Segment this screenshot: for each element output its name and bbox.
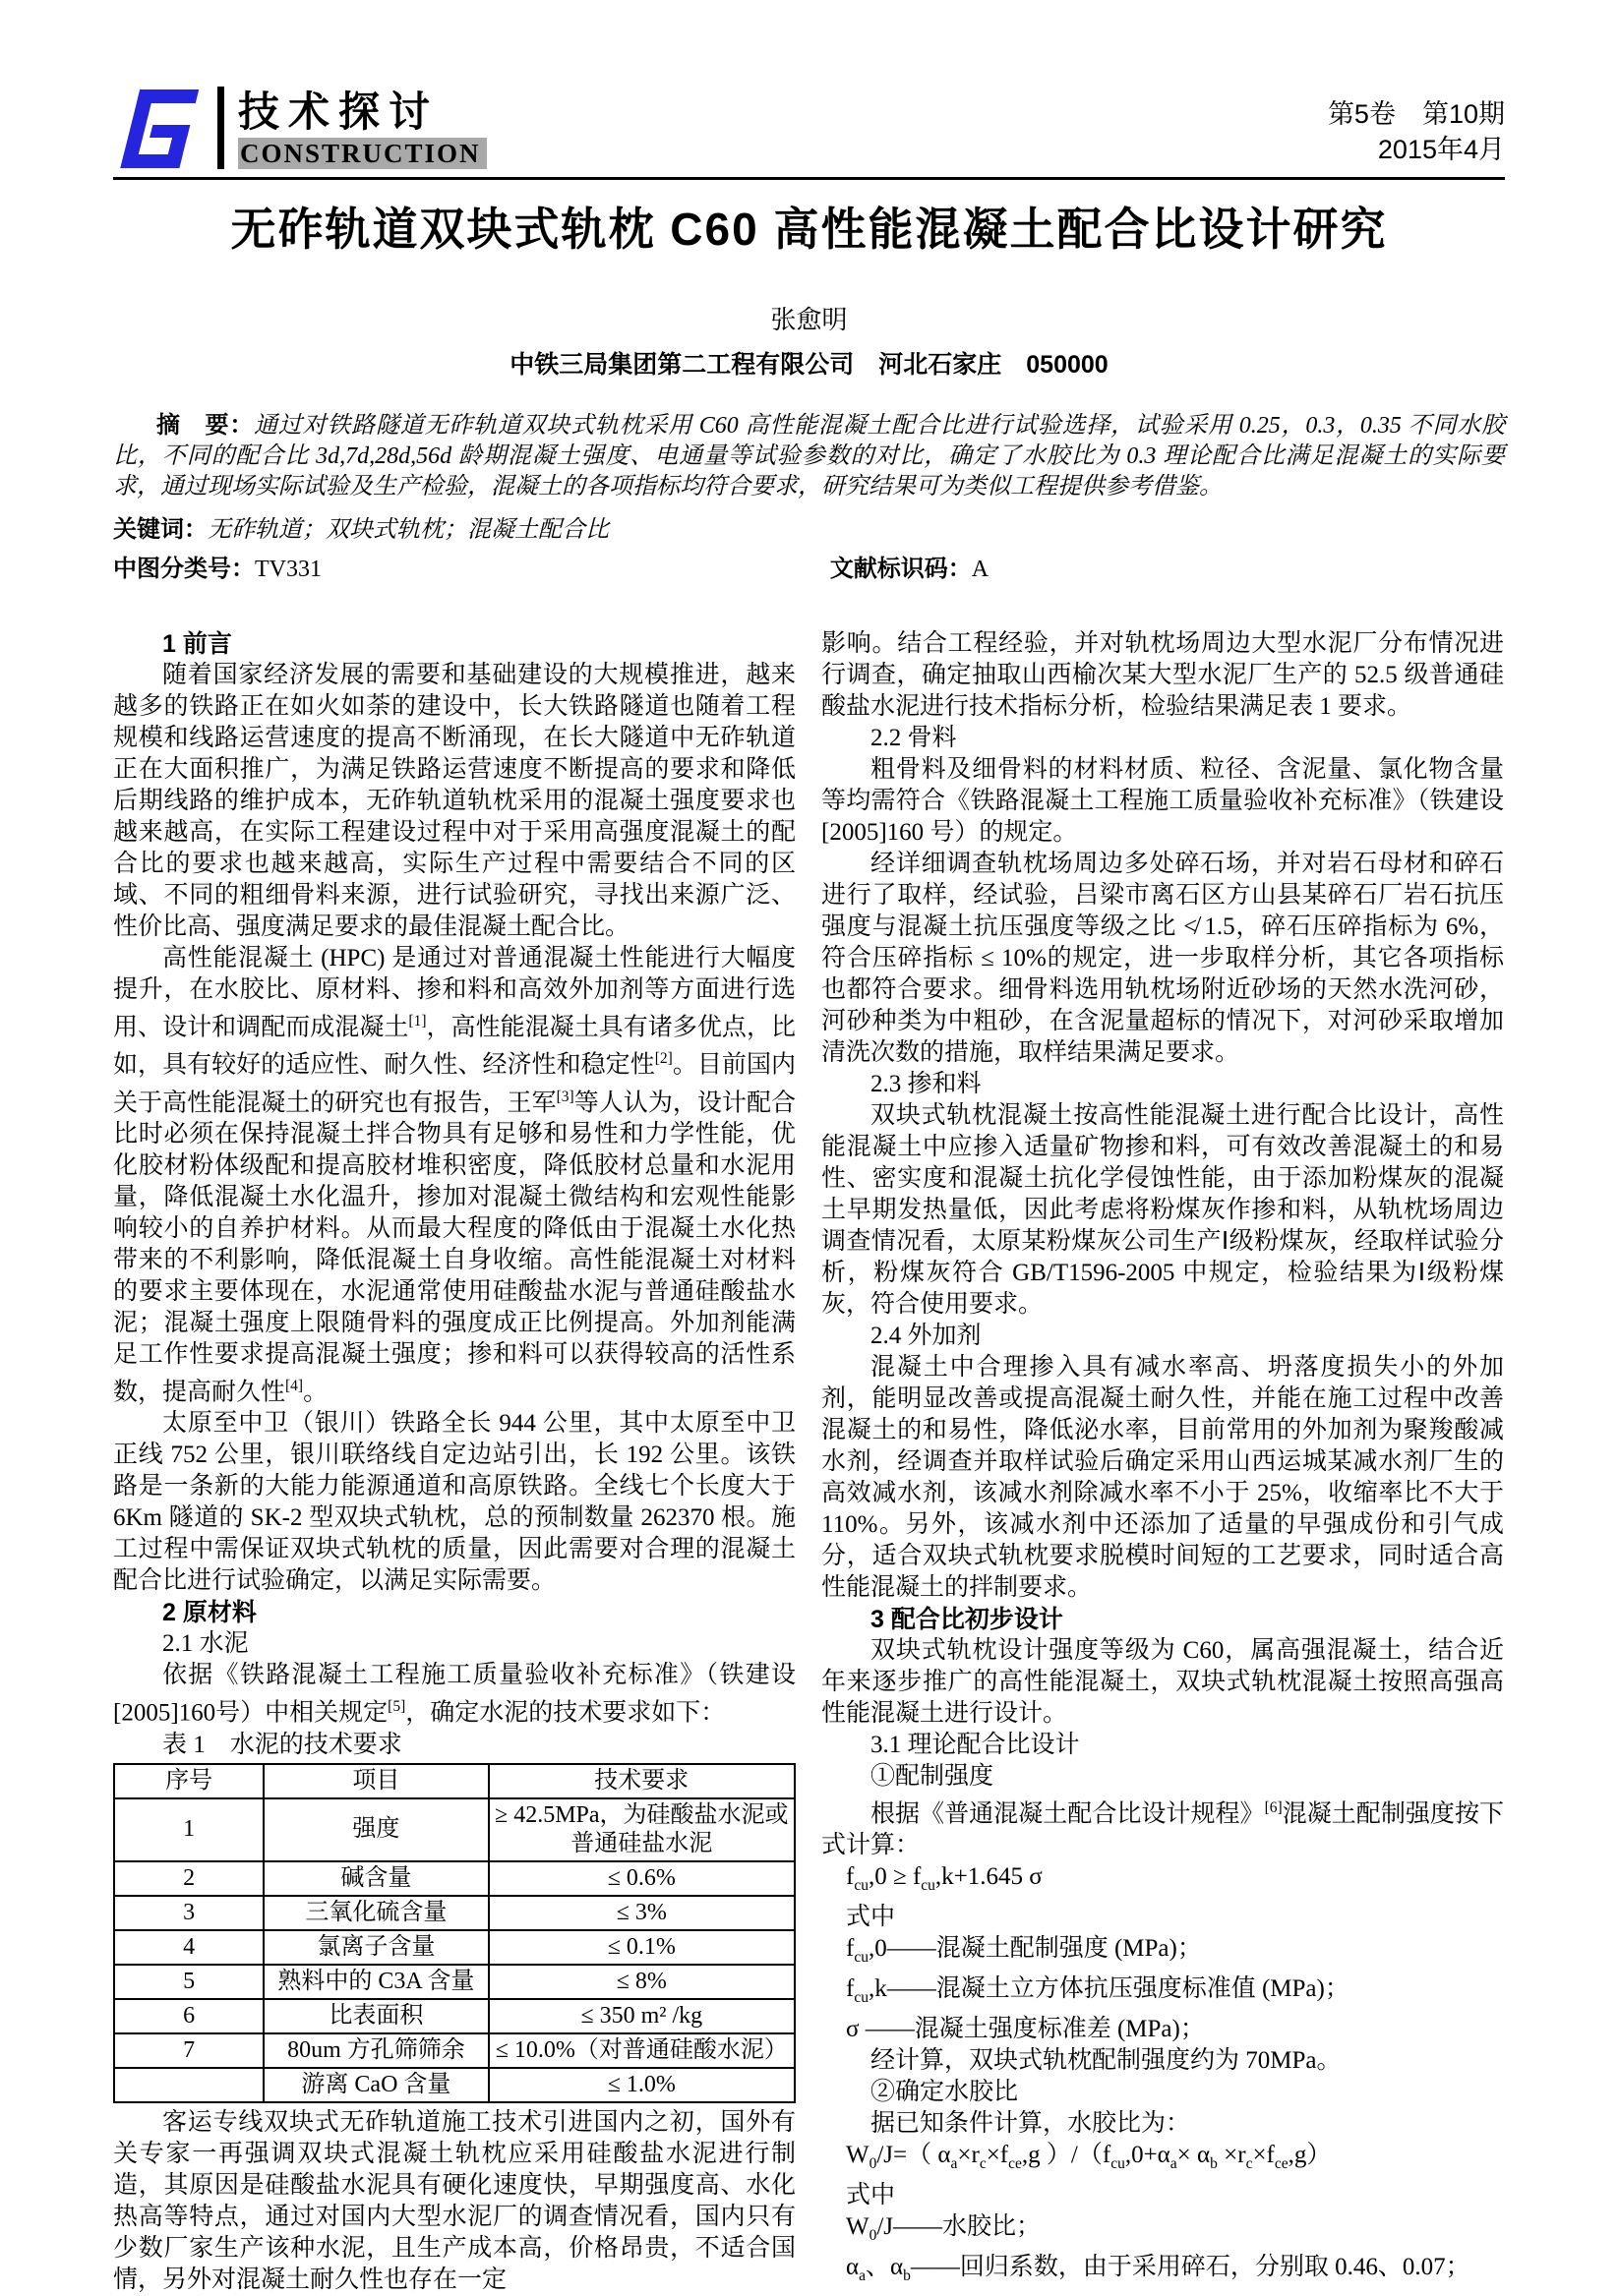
abstract-text: 通过对铁路隧道无砟轨道双块式轨枕采用 C60 高性能混凝土配合比进行试验选择，试验采用 0.25，0.3，0.35 不同水胶比，不同的配合比 3d,7d,28d,56d 龄期混凝土强度、电通量等试验参数的对比，确定了水胶比为 0.3 理论配合比满足混凝土的实际要求，通过现场实际试验及生产检验，混凝土的各项指标均符合要求，研究结果可为类似工程提供参考借鉴。 [113, 413, 1505, 500]
keywords-text: 无砟轨道；双块式轨枕；混凝土配合比 [208, 517, 609, 543]
keywords [113, 514, 1505, 546]
article-title: 无砟轨道双块式轨枕 C60 高性能混凝土配合比设计研究 [230, 204, 1388, 255]
issue-info [1328, 87, 1505, 167]
keywords-label: 关键词： [113, 516, 208, 543]
right-column [821, 628, 1504, 2296]
issue-volume: 第5卷 第10期 [1327, 99, 1505, 129]
abstract [113, 410, 1505, 502]
step-2-label: ②确定水胶比 [870, 2079, 1019, 2106]
cell: 7 [114, 2033, 264, 2068]
cell: 1 [114, 1798, 264, 1861]
table-row [114, 2068, 795, 2102]
issue-date: 2015年4月 [1377, 135, 1505, 164]
table-row [114, 1798, 795, 1861]
paragraph: 根据《普通混凝土配合比设计规程》[6]混凝土配制强度按下式计算： [821, 1799, 1504, 1859]
cell: ≤ 10.0%（对普通硅酸水泥） [489, 2033, 795, 2068]
cell: 熟料中的 C3A 含量 [264, 1965, 488, 1999]
body-columns [113, 628, 1505, 2296]
cell: 2 [114, 1861, 264, 1896]
left-column [113, 628, 796, 2296]
definition-line: $f_{cu},k——$混凝土立方体抗压强度标准值 (MPa)； [846, 1975, 1349, 2007]
journal-logo-g-icon [113, 87, 208, 171]
definition-line: $\alpha_a$、$\alpha_b——$回归系数，由于采用碎石，分别取 0.46、0.07； [846, 2254, 1470, 2285]
cell [114, 2068, 264, 2102]
header-rule [113, 177, 1505, 180]
journal-header [113, 87, 1505, 173]
paragraph: 客运专线双块式无砟轨道施工技术引进国内之初，国外有关专家一再强调双块式混凝土轨枕应采用硅酸盐水泥进行制造，其原因是硅酸盐水泥具有硬化速度快，早期强度高、水化热高等特点，通过对国内大型水泥厂的调查情况看，国内只有少数厂家生产该种水泥，且生产成本高，价格昂贵，不适合国情，另外对混凝土耐久性也存在一定 [113, 2108, 796, 2293]
cell: 6 [114, 1999, 264, 2033]
where-label: 式中 [846, 1904, 896, 1931]
paragraph: 粗骨料及细骨料的材料材质、粒径、含泥量、氯化物含量等均需符合《铁路混凝土工程施工质量验收补充标准》（铁建设 [2005]160 号）的规定。 [821, 756, 1504, 846]
formula-strength: $f_{cu},0 \ge f_{cu},k+1.645$ σ [846, 1863, 1043, 1895]
cell: 5 [114, 1965, 264, 1999]
heading-1-intro: 1 前言 [162, 630, 232, 658]
heading-2-2-aggregate: 2.2 骨料 [870, 725, 957, 751]
doc-code-item [830, 554, 989, 585]
doc-code-label: 文献标识码： [829, 556, 972, 582]
paragraph: 经计算，双块式轨枕配制强度约为 70MPa。 [870, 2047, 1342, 2075]
cell: 比表面积 [264, 1999, 488, 2033]
journal-logo-subtitle: CONSTRUCTION [238, 138, 487, 169]
cell: ≤ 0.6% [489, 1861, 795, 1896]
doc-code-value: A [971, 557, 989, 582]
table-row [114, 1930, 795, 1965]
definition-line: $W_0/J——$水胶比； [846, 2213, 1042, 2245]
cell: 碱含量 [264, 1861, 488, 1896]
paragraph: 双块式轨枕混凝土按高性能混凝土进行配合比设计，高性能混凝土中应掺入适量矿物掺和料，可有效改善混凝土的和易性、密实度和混凝土抗化学侵蚀性能，由于添加粉煤灰的混凝土早期发热量低，因此考虑将粉煤灰作掺和料，从轨枕场周边调查情况看，太原某粉煤灰公司生产Ⅰ级粉煤灰，经取样试验分析，粉煤灰符合 GB/T1596-2005 中规定，检验结果为Ⅰ级粉煤灰，符合使用要求。 [821, 1102, 1504, 1318]
logo-divider [217, 87, 224, 169]
table-row [114, 1896, 795, 1930]
heading-3-mix-design: 3 配合比初步设计 [870, 1606, 1063, 1633]
table-caption: 表 1 水泥的技术要求 [162, 1731, 402, 1758]
paragraph: 经详细调查轨枕场周边多处碎石场，并对岩石母材和碎石进行了取样，经试验，吕梁市离石区方山县某碎石厂岩石抗压强度与混凝土抗压强度等级之比 ≮ 1.5，碎石压碎指标为 6%，符合压碎指标 ≤ 10%的规定，进一步取样分析，其它各项指标也都符合要求。细骨料选用轨枕场附近砂场的天然水洗河砂，河砂种类为中粗砂，在含泥量超标的情况下，对河砂采取增加清洗次数的措施，取样结果满足要求。 [821, 851, 1504, 1066]
paragraph: 依据《铁路混凝土工程施工质量验收补充标准》（铁建设 [2005]160号）中相关规定[5]，确定水泥的技术要求如下： [113, 1662, 796, 1727]
cell: ≤ 0.1% [489, 1930, 795, 1965]
cell: ≤ 3% [489, 1896, 795, 1930]
paragraph: 影响。结合工程经验，并对轨枕场周边大型水泥厂分布情况进行调查，确定抽取山西榆次某大型水泥厂生产的 52.5 级普通硅酸盐水泥进行技术指标分析，检验结果满足表 1 要求。 [821, 630, 1504, 720]
paragraph: 据已知条件计算，水胶比为： [870, 2110, 1191, 2138]
header-cell: 序号 [114, 1764, 264, 1798]
paragraph: 太原至中卫（银川）铁路全长 944 公里，其中太原至中卫正线 752 公里，银川联络线自定边站引出，长 192 公里。该铁路是一条新的大能力能源通道和高原铁路。全线七个长度大于 6Km 隧道的 SK-2 型双块式轨枕，总的预制数量 262370 根。施工过程中需保证双块式轨枕的质量，因此需要对合理的混凝土配合比进行试验确定，以满足实际需要。 [113, 1410, 796, 1595]
cement-requirements-table [113, 1763, 796, 2103]
article-author: 张愈明 [770, 306, 848, 334]
logo-text [238, 87, 487, 169]
clc-label: 中图分类号： [113, 556, 255, 582]
heading-2-materials: 2 原材料 [162, 1599, 257, 1627]
cell: ≥ 42.5MPa，为硅酸盐水泥或普通硅盐水泥 [489, 1798, 795, 1861]
formula-water-binder: $W_0/J=$（ $\alpha_a\times r_c\times f_{ce},g$ ）$/(f_{cu},0+\alpha_a\times \alpha_b \times r_c\times f_{ce},g)$ [846, 2142, 1332, 2173]
header-cell: 项目 [264, 1764, 488, 1798]
cell: 3 [114, 1896, 264, 1930]
heading-3-1-theoretical-design: 3.1 理论配合比设计 [870, 1732, 1080, 1758]
cell: ≤ 1.0% [489, 2068, 795, 2102]
table-row [114, 1861, 795, 1896]
cell: ≤ 350 m² /kg [489, 1999, 795, 2033]
cell: 游离 CaO 含量 [264, 2068, 488, 2102]
where-label: 式中 [846, 2182, 896, 2209]
table-row [114, 2033, 795, 2068]
clc-item [113, 554, 830, 585]
heading-2-1-cement: 2.1 水泥 [162, 1630, 249, 1658]
paragraph: 混凝土中合理掺入具有减水率高、坍落度损失小的外加剂，能明显改善或提高混凝土耐久性，并能在施工过程中改善混凝土的和易性，降低泌水率，目前常用的外加剂为聚羧酸减水剂，经调查并取样试验后确定采用山西运城某减水剂厂生的高效减水剂，该减水剂除减水率不小于 25%，收缩率比不大于 110%。另外，该减水剂中还添加了适量的早强成份和引气成分，适合双块式轨枕要求脱模时间短的工艺要求，同时适合高性能混凝土的拌制要求。 [821, 1354, 1504, 1601]
table-header-row [114, 1764, 795, 1798]
article-affiliation: 中铁三局集团第二工程有限公司 河北石家庄 050000 [510, 351, 1109, 379]
abstract-label: 摘 要： [156, 412, 255, 439]
table-row [114, 1965, 795, 1999]
cell: 4 [114, 1930, 264, 1965]
heading-2-3-admixture-mineral: 2.3 掺和料 [870, 1071, 982, 1097]
definition-line: $f_{cu},0——$混凝土配制强度 (MPa)； [846, 1935, 1202, 1967]
cell: ≤ 8% [489, 1965, 795, 1999]
cell: 氯离子含量 [264, 1930, 488, 1965]
paragraph: 高性能混凝土 (HPC) 是通过对普通混凝土性能进行大幅度提升，在水胶比、原材料、掺和料和高效外加剂等方面进行选用、设计和调配而成混凝土[1]，高性能混凝土具有诸多优点，比如，具有较好的适应性、耐久性、经济性和稳定性[2]。目前国内关于高性能混凝土的研究也有报告，王军[3]等人认为，设计配合比时必须在保持混凝土拌合物具有足够和易性和力学性能，优化胶材粉体级配和提高胶材堆积密度，降低胶材总量和水泥用量，降低混凝土水化温升，掺加对混凝土微结构和宏观性能影响较小的自养护材料。从而最大程度的降低由于混凝土水化热带来的不利影响，降低混凝土自身收缩。高性能混凝土对材料的要求主要体现在，水泥通常使用硅酸盐水泥与普通硅酸盐水泥；混凝土强度上限随骨料的强度成正比例提高。外加剂能满足工作性要求提高混凝土强度；掺和料可以获得较高的活性系数，提高耐久性[4]。 [113, 945, 796, 1406]
cell: 三氧化硫含量 [264, 1896, 488, 1930]
cell: 强度 [264, 1798, 488, 1861]
paragraph: 随着国家经济发展的需要和基础建设的大规模推进，越来越多的铁路正在如火如荼的建设中，长大铁路隧道也随着工程规模和线路运营速度的提高不断涌现，在长大隧道中无砟轨道正在大面积推广，为满足铁路运营速度不断提高的要求和降低后期线路的维护成本，无砟轨道轨枕采用的混凝土强度要求也越来越高，在实际工程建设过程中对于采用高强度混凝土的配合比的要求也越来越高，实际生产过程中需要结合不同的区域、不同的粗细骨料来源，进行试验研究，寻找出来源广泛、性价比高、强度满足要求的最佳混凝土配合比。 [113, 662, 796, 940]
clc-value: TV331 [255, 557, 322, 582]
header-cell: 技术要求 [489, 1764, 795, 1798]
classification-row [113, 554, 1505, 585]
paragraph: 双块式轨枕设计强度等级为 C60，属高强混凝土，结合近年来逐步推广的高性能混凝土，双块式轨枕混凝土按照高强高性能混凝土进行设计。 [821, 1637, 1504, 1727]
table-row [114, 1999, 795, 2033]
journal-logo-title: 技术探讨 [238, 88, 440, 135]
step-1-label: ①配制强度 [870, 1763, 994, 1790]
heading-2-4-admixture: 2.4 外加剂 [870, 1323, 982, 1349]
cell: 80um 方孔筛筛余 [264, 2033, 488, 2068]
journal-logo [113, 87, 487, 171]
definition-line: σ ——混凝土强度标准差 (MPa)； [846, 2016, 1205, 2043]
